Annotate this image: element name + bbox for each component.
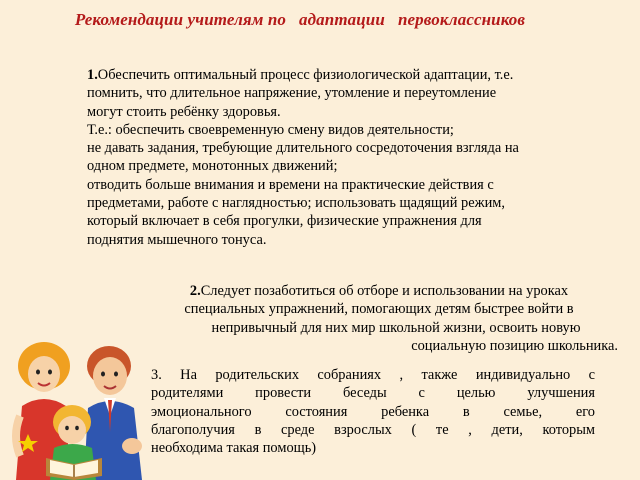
recommendation-3-line: 3. На родительских собраниях , также индивидуально с [151,367,595,383]
recommendation-3-line: родителями провести беседы с целью улучшения [151,385,595,402]
recommendation-1-line: поднятия мышечного тонуса. [87,231,267,248]
family-reading-clipart-icon [6,336,148,480]
recommendation-1-line: предметами, работе с наглядностью; использовать щадящий режим, [87,195,505,212]
recommendation-1-line: Т.е.: обеспечить своевременную смену видов деятельности; [87,121,454,138]
recommendation-number: 2. [189,283,201,299]
recommendation-2-line: социальную позицию школьника. [411,337,618,354]
recommendation-2-line: специальных упражнений, помогающих детям быстрее войти в [184,301,574,318]
recommendation-1-line: который включает в себя прогулки, физические упражнения для [87,213,482,230]
recommendation-1-line: одном предмете, монотонных движений; [87,158,338,175]
recommendation-3 [151,366,595,457]
recommendation-1-line: не давать задания, требующие длительного сосредоточения взгляда на [87,140,519,157]
recommendation-1-line: отводить больше внимания и времени на практические действия с [87,176,494,193]
recommendation-1-line: могут стоить ребёнку здоровья. [87,103,281,120]
recommendation-3-line: эмоционального состояния ребенка в семье, его [151,403,595,420]
recommendation-2 [140,282,618,355]
recommendation-3-line: благополучия в среде взрослых ( те , дети, которым [151,421,595,438]
recommendation-1 [87,66,627,249]
recommendation-3-line: необходима такая помощь) [151,440,317,457]
recommendation-1-line: помнить, что длительное напряжение, утомление и переутомление [87,85,497,102]
recommendation-2-line: 2.Следует позаботиться об отборе и использовании на уроках [189,283,569,299]
recommendation-1-line: 1.Обеспечить оптимальный процесс физиологической адаптации, т.е. [87,67,514,83]
recommendation-2-line: непривычный для них мир школьной жизни, освоить новую [211,319,581,336]
recommendation-number: 1. [87,67,98,83]
slide-title: Рекомендации учителям по адаптации первоклассников [74,10,526,29]
